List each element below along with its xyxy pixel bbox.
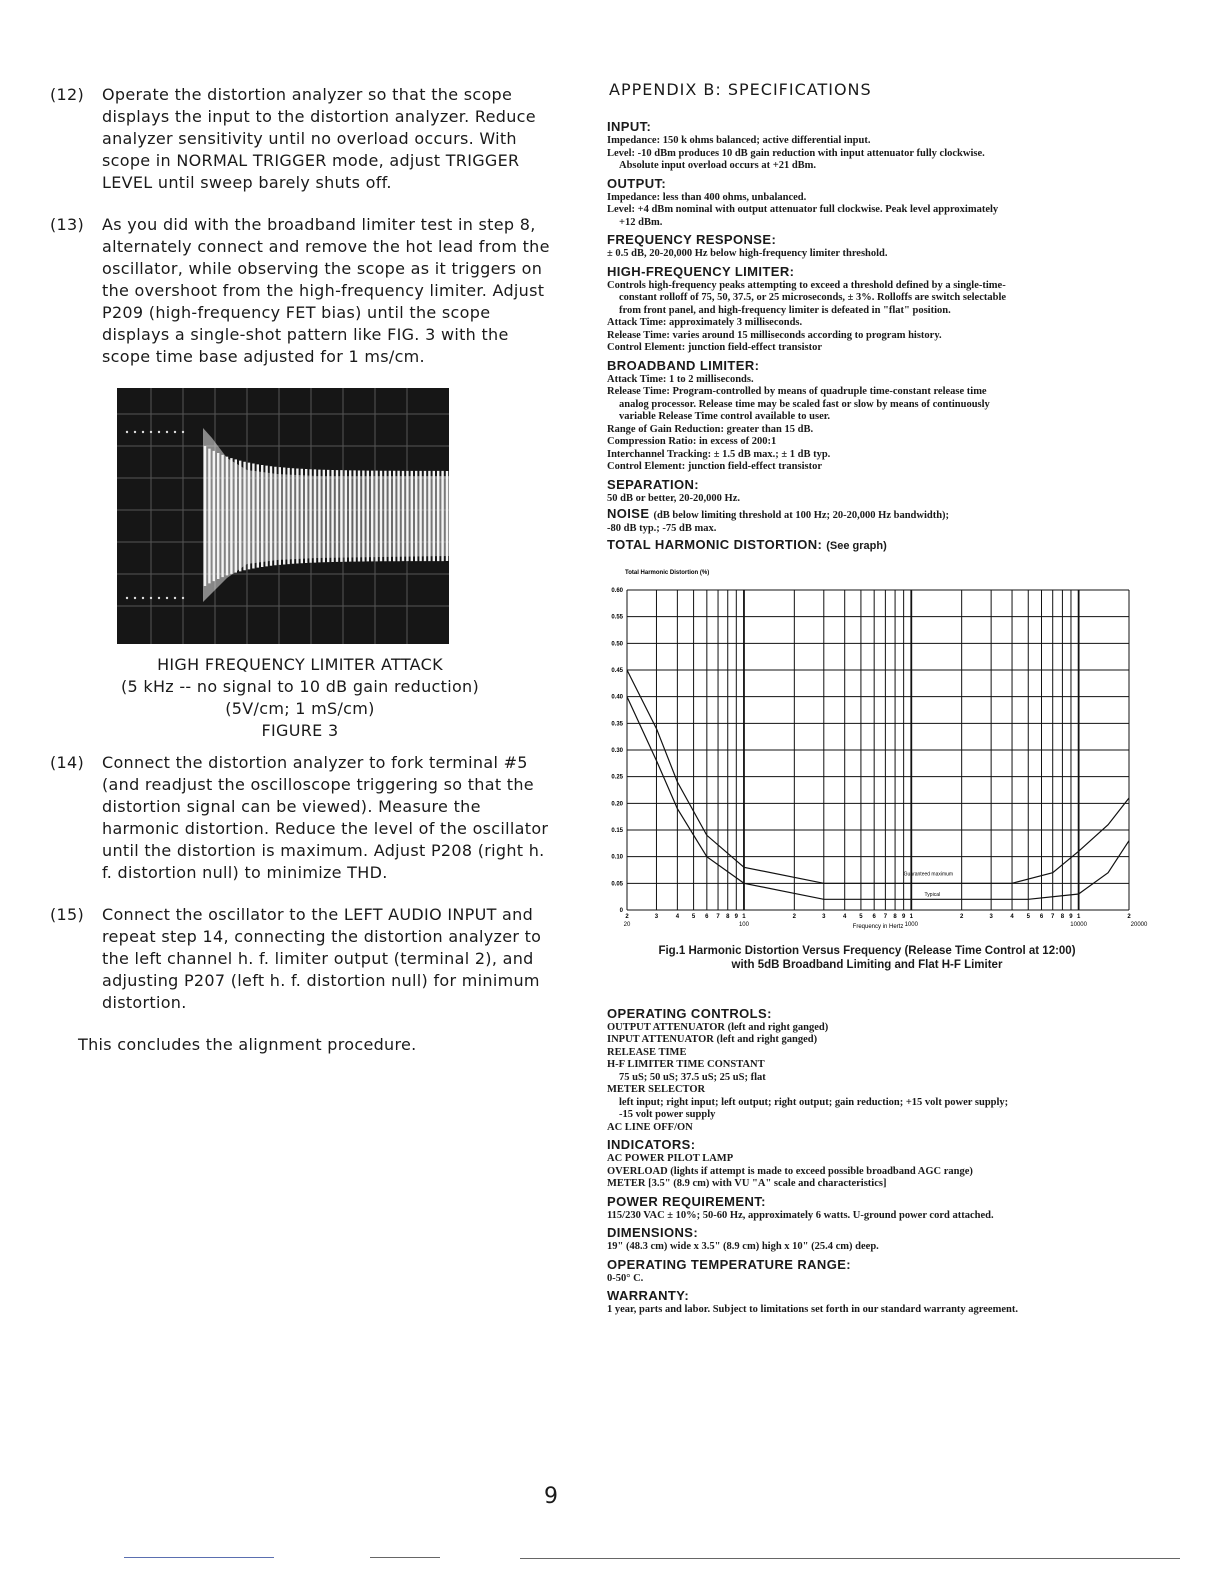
operating-controls-section bbox=[607, 1006, 1132, 1317]
x-tick-label: 2 bbox=[1127, 913, 1131, 920]
footer-rule bbox=[124, 1557, 274, 1558]
spec-line: 0-50° C. bbox=[607, 1272, 644, 1284]
y-tick-label: 0.50 bbox=[611, 640, 623, 647]
spec-heading: TOTAL HARMONIC DISTORTION: bbox=[607, 536, 823, 552]
spec-line: AC LINE OFF/ON bbox=[607, 1121, 693, 1133]
series-label: Typical bbox=[924, 891, 941, 898]
x-tick-label: 7 bbox=[716, 913, 720, 920]
spec-heading: WARRANTY: bbox=[607, 1288, 690, 1303]
x-tick-label: 6 bbox=[1039, 913, 1044, 920]
specifications-column bbox=[607, 80, 1148, 1317]
step-12 bbox=[50, 84, 550, 194]
noise-heading-row bbox=[607, 505, 1132, 523]
spec-line: AC POWER PILOT LAMP bbox=[607, 1153, 734, 1164]
step-number: (14) bbox=[50, 753, 85, 772]
x-tick-label: 8 bbox=[726, 913, 730, 920]
spec-line: OVERLOAD (lights if attempt is made to exceed possible broadband AGC range) bbox=[607, 1165, 973, 1177]
x-tick-label: 7 bbox=[883, 913, 888, 920]
x-major-label: 1000 bbox=[904, 921, 918, 928]
spec-line: INPUT ATTENUATOR (left and right ganged) bbox=[607, 1034, 818, 1045]
appendix-title: APPENDIX B: SPECIFICATIONS bbox=[609, 80, 872, 99]
x-tick-label: 4 bbox=[843, 913, 847, 920]
spec-line: H-F LIMITER TIME CONSTANT bbox=[607, 1059, 765, 1070]
spec-heading: SEPARATION: bbox=[607, 476, 700, 492]
footer-rule bbox=[370, 1557, 440, 1558]
x-major-label: 100 bbox=[738, 921, 749, 928]
x-major-label: 20 bbox=[623, 921, 631, 928]
x-tick-label: 5 bbox=[691, 913, 696, 920]
figure-3-caption bbox=[50, 654, 550, 742]
series-label: Guaranteed maximum bbox=[903, 871, 954, 878]
x-tick-label: 8 bbox=[893, 913, 897, 920]
spec-line: Attack Time: approximately 3 milliseconds. bbox=[607, 317, 803, 328]
y-tick-label: 0.30 bbox=[611, 747, 623, 754]
x-tick-label: 1 bbox=[742, 913, 746, 920]
x-tick-label: 1 bbox=[1076, 913, 1081, 920]
spec-line: 1 year, parts and labor. Subject to limitations set forth in our standard warranty agreement. bbox=[607, 1304, 1018, 1315]
step-text: As you did with the broadband limiter test in step 8, alternately connect and remove the hot lead from the oscillator, while observing the scope as it triggers on the overshoot from the high-frequency limiter. Adjust P209 (high-frequency FET bias) until the scope displays a single-shot pattern like FIG. 3 with the scope time base adjusted for 1 ms/cm. bbox=[102, 215, 550, 366]
spec-heading: POWER REQUIREMENT: bbox=[607, 1193, 766, 1209]
x-major-label: 20000 bbox=[1130, 921, 1148, 928]
spec-line: OUTPUT ATTENUATOR (left and right ganged) bbox=[607, 1021, 829, 1033]
x-tick-label: 1 bbox=[909, 913, 913, 920]
caption-line: (5V/cm; 1 mS/cm) bbox=[225, 699, 375, 718]
spec-line: Impedance: less than 400 ohms, unbalanced. bbox=[607, 191, 807, 203]
spec-heading: BROADBAND LIMITER: bbox=[607, 357, 760, 373]
spec-heading: OPERATING TEMPERATURE RANGE: bbox=[607, 1256, 852, 1272]
spec-line: Interchannel Tracking: ± 1.5 dB max.; ± 1 dB typ. bbox=[607, 448, 831, 460]
spec-line: 75 uS; 50 uS; 37.5 uS; 25 uS; flat bbox=[619, 1071, 766, 1083]
x-tick-label: 7 bbox=[1051, 913, 1055, 920]
spec-line: from front panel, and high-frequency limiter is defeated in "flat" position. bbox=[619, 304, 951, 316]
x-tick-label: 3 bbox=[989, 913, 993, 920]
step-text: Connect the distortion analyzer to fork terminal #5 (and readjust the oscilloscope triggering so that the distortion signal can be viewed). Measure the harmonic distortion. Reduce the level of the oscillator until the distortion is maximum. Adjust P208 (right h. f. distortion null) to minimize THD. bbox=[102, 753, 549, 882]
caption-line: Fig.1 Harmonic Distortion Versus Frequency (Release Time Control at 12:00) bbox=[658, 944, 1076, 957]
caption-line: with 5dB Broadband Limiting and Flat H-F Limiter bbox=[731, 958, 1003, 971]
step-text: Operate the distortion analyzer so that the scope displays the input to the distortion analyzer. Reduce analyzer sensitivity until no overload occurs. With scope in NORMAL TRIGGER mode, adjust TRIGGER LEVEL until sweep barely shuts off. bbox=[102, 85, 536, 192]
spec-heading: FREQUENCY RESPONSE: bbox=[607, 232, 777, 247]
spec-line: 19" (48.3 cm) wide x 3.5" (8.9 cm) high x 10" (25.4 cm) deep. bbox=[607, 1241, 879, 1252]
spec-line: Control Element: junction field-effect transistor bbox=[607, 461, 823, 472]
spec-line: RELEASE TIME bbox=[607, 1046, 687, 1058]
spec-line: left input; right input; left output; right output; gain reduction; +15 volt power supply; bbox=[619, 1096, 1009, 1108]
x-tick-label: 2 bbox=[625, 913, 629, 920]
spec-line: Absolute input overload occurs at +21 dBm. bbox=[619, 160, 817, 171]
thd-chart bbox=[597, 560, 1148, 980]
x-tick-label: 2 bbox=[959, 913, 964, 920]
spec-line: (dB below limiting threshold at 100 Hz; 20-20,000 Hz bandwidth); bbox=[653, 510, 950, 521]
spec-heading: DIMENSIONS: bbox=[607, 1225, 699, 1240]
y-tick-label: 0.55 bbox=[611, 614, 623, 621]
scope-photo bbox=[117, 388, 449, 644]
footer-rule bbox=[520, 1558, 1180, 1559]
spec-line: METER [3.5" (8.9 cm) with VU "A" scale and characteristics] bbox=[607, 1178, 887, 1189]
x-tick-label: 3 bbox=[654, 913, 659, 920]
spec-line: METER SELECTOR bbox=[607, 1084, 706, 1095]
x-tick-label: 6 bbox=[705, 913, 709, 920]
y-tick-label: 0.25 bbox=[611, 774, 623, 781]
spec-line: -80 dB typ.; -75 dB max. bbox=[607, 523, 717, 534]
step-13 bbox=[50, 214, 550, 368]
series-line-typical bbox=[627, 696, 1129, 899]
step-14 bbox=[50, 752, 550, 884]
spec-line: Control Element: junction field-effect transistor bbox=[607, 342, 823, 353]
x-tick-label: 6 bbox=[872, 913, 876, 920]
spec-heading: HIGH-FREQUENCY LIMITER: bbox=[607, 263, 795, 279]
x-major-label: 10000 bbox=[1070, 921, 1087, 928]
spec-line: analog processor. Release time may be scaled fast or slow by means of continuously bbox=[619, 398, 990, 410]
spec-line: 115/230 VAC ± 10%; 50-60 Hz, approximately 6 watts. U-ground power cord attached. bbox=[607, 1209, 994, 1221]
conclusion-text: This concludes the alignment procedure. bbox=[78, 1035, 417, 1054]
step-number: (12) bbox=[50, 85, 85, 104]
spec-line: Compression Ratio: in excess of 200:1 bbox=[607, 436, 777, 447]
x-tick-label: 8 bbox=[1060, 913, 1065, 920]
spec-line: Level: -10 dBm produces 10 dB gain reduction with input attenuator fully clockwise. bbox=[607, 147, 985, 159]
x-tick-label: 9 bbox=[901, 913, 906, 920]
x-tick-label: 5 bbox=[859, 913, 863, 920]
x-tick-label: 4 bbox=[1010, 913, 1014, 920]
step-15 bbox=[50, 904, 550, 1014]
caption-line: FIGURE 3 bbox=[261, 721, 339, 740]
step-number: (15) bbox=[50, 905, 85, 924]
spec-line: Range of Gain Reduction: greater than 15 dB. bbox=[607, 423, 814, 435]
spec-heading: INDICATORS: bbox=[607, 1137, 696, 1152]
caption-line: (5 kHz -- no signal to 10 dB gain reduction) bbox=[120, 677, 480, 696]
spec-line: Level: +4 dBm nominal with output attenuator full clockwise. Peak level approximately bbox=[607, 204, 999, 215]
spec-line: constant rolloff of 75, 50, 37.5, or 25 microseconds, ± 3%. Rolloffs are switch selectable bbox=[619, 292, 1007, 303]
spec-line: -15 volt power supply bbox=[619, 1109, 716, 1120]
x-tick-label: 9 bbox=[1069, 913, 1073, 920]
spec-line: Controls high-frequency peaks attempting to exceed a threshold defined by a single-time- bbox=[607, 279, 1006, 291]
y-tick-label: 0.05 bbox=[611, 880, 623, 887]
spec-line: +12 dBm. bbox=[619, 216, 663, 228]
y-tick-label: 0.35 bbox=[611, 720, 623, 727]
caption-line: HIGH FREQUENCY LIMITER ATTACK bbox=[157, 655, 443, 674]
x-axis-label: Frequency in Hertz bbox=[852, 923, 904, 930]
spec-heading: INPUT: bbox=[607, 119, 652, 134]
y-tick-label: 0.40 bbox=[611, 694, 623, 701]
x-tick-label: 4 bbox=[675, 913, 680, 920]
y-tick-label: 0.45 bbox=[611, 667, 623, 674]
spec-heading: OUTPUT: bbox=[607, 175, 667, 191]
y-tick-label: 0.15 bbox=[611, 827, 623, 834]
step-number: (13) bbox=[50, 215, 85, 234]
spec-line: Release Time: Program-controlled by means of quadruple time-constant release time bbox=[607, 386, 987, 397]
spec-heading: OPERATING CONTROLS: bbox=[607, 1005, 772, 1021]
spec-line: variable Release Time control available to user. bbox=[619, 411, 831, 422]
y-tick-label: 0.20 bbox=[611, 800, 623, 807]
x-tick-label: 3 bbox=[822, 913, 826, 920]
spec-line: Attack Time: 1 to 2 milliseconds. bbox=[607, 373, 754, 385]
y-tick-label: 0.10 bbox=[611, 854, 623, 861]
x-tick-label: 2 bbox=[792, 913, 797, 920]
spec-line: Impedance: 150 k ohms balanced; active differential input. bbox=[607, 135, 871, 146]
scope-trace-image bbox=[117, 388, 449, 644]
step-text: Connect the oscillator to the LEFT AUDIO INPUT and repeat step 14, connecting the distortion analyzer to the left channel h. f. limiter output (terminal 2), and adjusting P207 (left h. f. distortion null) for minimum distortion. bbox=[102, 905, 542, 1012]
y-tick-label: 0 bbox=[619, 907, 623, 914]
procedure-column bbox=[50, 84, 550, 1056]
y-tick-label: 0.60 bbox=[611, 587, 623, 594]
thd-chart-svg bbox=[597, 560, 1148, 940]
spec-line: Release Time: varies around 15 milliseconds according to program history. bbox=[607, 329, 942, 341]
x-tick-label: 9 bbox=[734, 913, 738, 920]
spec-line: (See graph) bbox=[826, 539, 887, 552]
chart-title: Total Harmonic Distortion (%) bbox=[625, 569, 710, 576]
page-number: 9 bbox=[544, 1484, 558, 1509]
spec-heading: NOISE bbox=[607, 506, 650, 521]
spec-line: ± 0.5 dB, 20-20,000 Hz below high-frequency limiter threshold. bbox=[607, 248, 888, 259]
thd-heading-row bbox=[607, 536, 1132, 554]
x-tick-label: 5 bbox=[1026, 913, 1030, 920]
spec-line: 50 dB or better, 20-20,000 Hz. bbox=[607, 492, 740, 504]
